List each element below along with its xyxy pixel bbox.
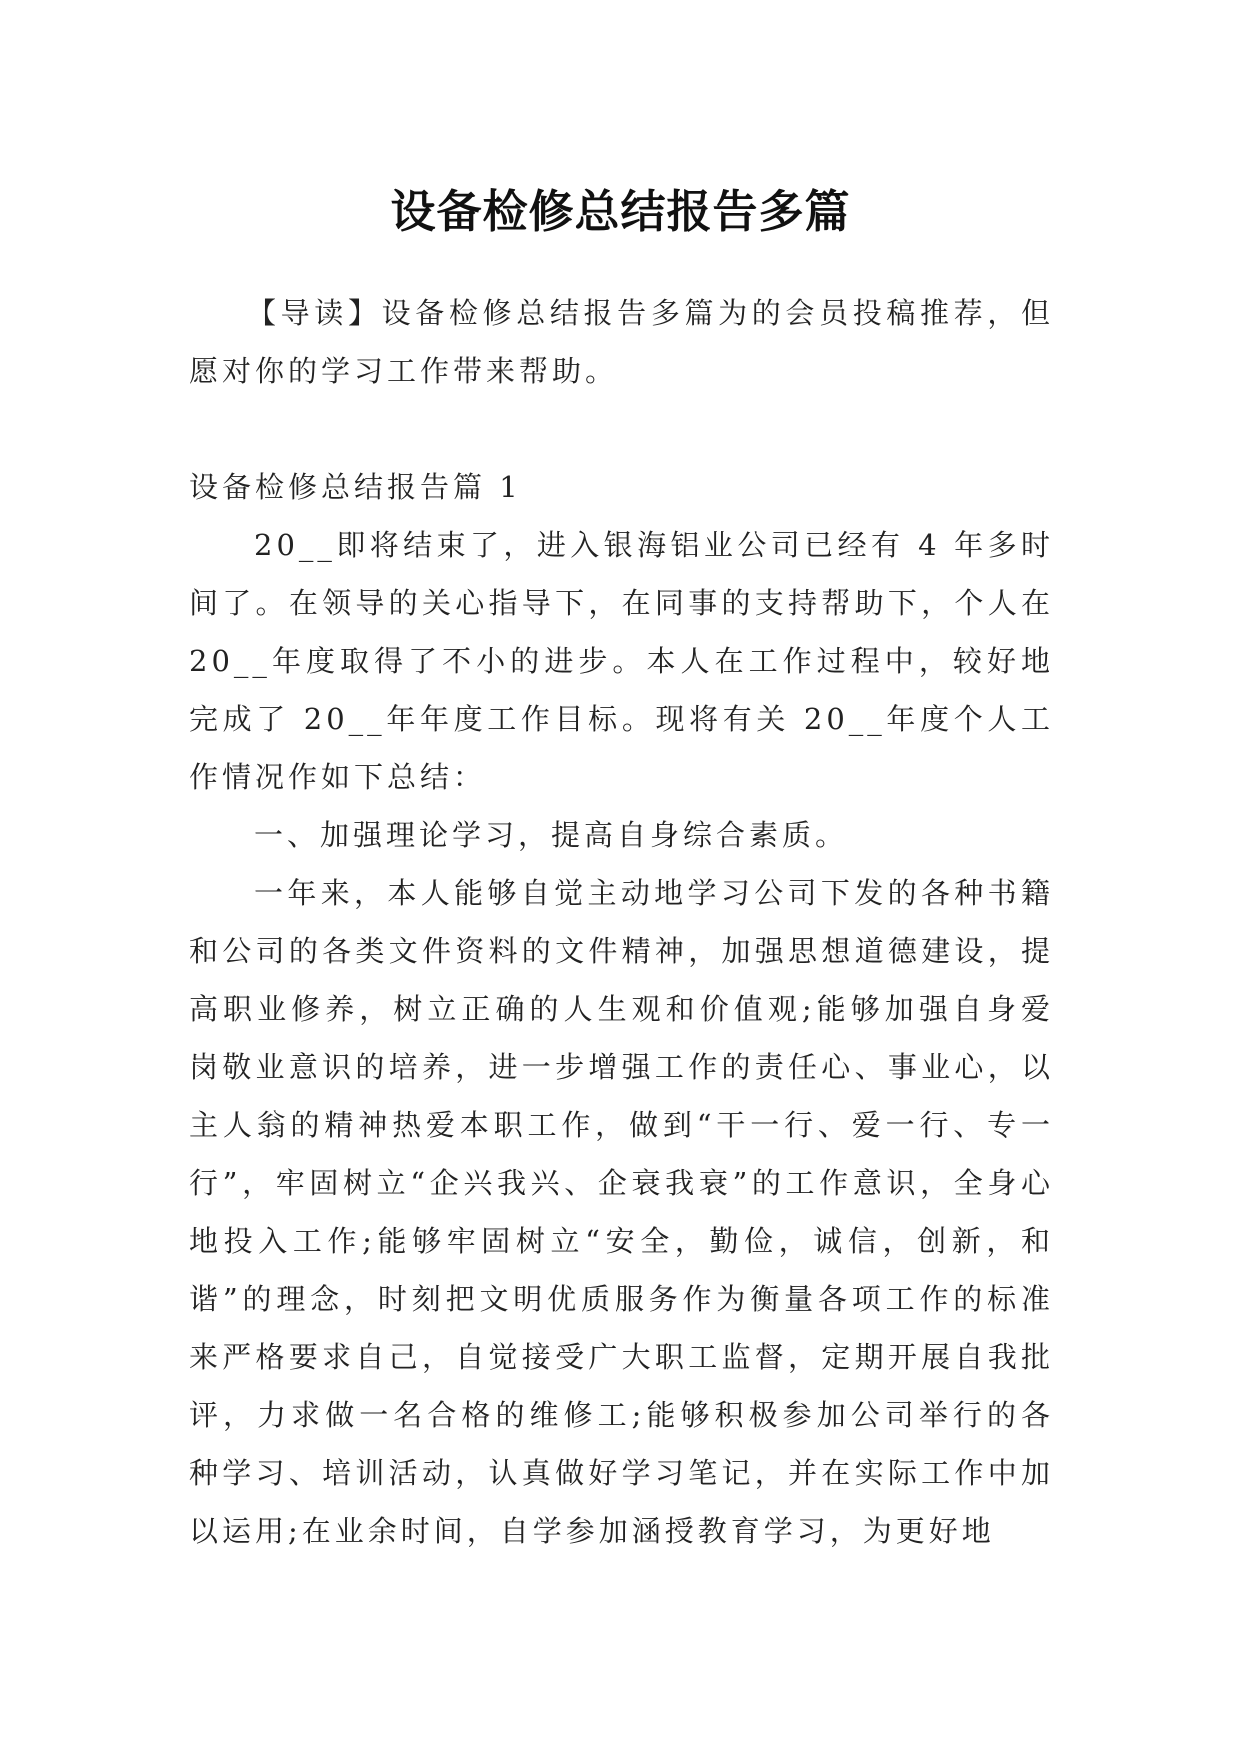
section-title: 设备检修总结报告篇 1	[189, 470, 522, 504]
body-paragraph-1: 20__即将结束了，进入银海铝业公司已经有 4 年多时间了。在领导的关心指导下，在同事的支持帮助下，个人在 20__年度取得了不小的进步。本人在工作过程中，较好地完成了 20__年年度工作目标。现将有关 20__年度个人工作情况作如下总结：	[189, 528, 1054, 794]
document-title: 设备检修总结报告多篇	[390, 185, 851, 239]
section-heading-1: 一、加强理论学习，提高自身综合素质。	[254, 818, 849, 852]
body-paragraph-2: 一年来，本人能够自觉主动地学习公司下发的各种书籍和公司的各类文件资料的文件精神，加强思想道德建设，提高职业修养，树立正确的人生观和价值观;能够加强自身爱岗敬业意识的培养，进一步增强工作的责任心、事业心，以主人翁的精神热爱本职工作，做到“干一行、爱一行、专一行”，牢固树立“企兴我兴、企衰我衰”的工作意识，全身心地投入工作;能够牢固树立“安全，勤俭，诚信，创新，和谐”的理念，时刻把文明优质服务作为衡量各项工作的标准来严格要求自己，自觉接受广大职工监督，定期开展自我批评，力求做一名合格的维修工;能够积极参加公司举行的各种学习、培训活动，认真做好学习笔记，并在实际工作中加以运用;在业余时间，自学参加涵授教育学习，为更好地	[189, 876, 1054, 1548]
paragraph-spacer	[189, 400, 1054, 458]
document-body	[189, 284, 1054, 1560]
intro-paragraph: 【导读】设备检修总结报告多篇为的会员投稿推荐，但愿对你的学习工作带来帮助。	[189, 296, 1054, 388]
